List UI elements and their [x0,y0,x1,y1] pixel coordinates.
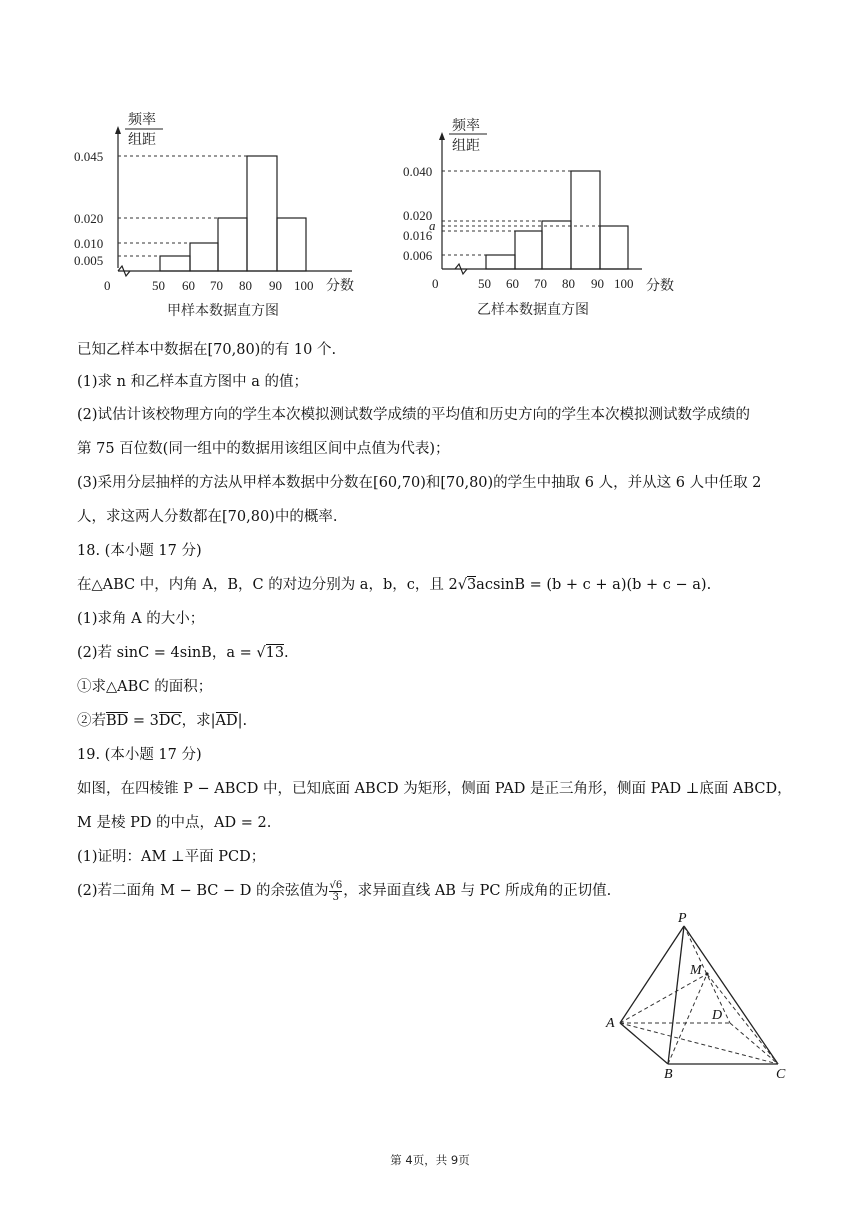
sub-question-3: (3)采用分层抽样的方法从甲样本数据中分数在[60,70)和[70,80)的学生中抽取 6 人，并从这 6 人中任取 2 [77,475,762,491]
y-tick: 0.045 [74,149,104,164]
pyramid-figure [600,908,800,1083]
point-label-M: M [690,963,702,978]
point-label-B: B [664,1067,673,1082]
x-tick: 100 [614,276,634,291]
bar-90-100 [277,218,306,271]
sub-question-2: (2)试估计该校物理方向的学生本次模拟测试数学成绩的平均值和历史方向的学生本次模拟测试数学成绩的 [77,407,751,423]
point-label-P: P [678,911,687,926]
x-tick: 0 [104,278,111,293]
question-19-stem-cont: M 是棱 PD 的中点，AD = 2. [77,815,272,831]
x-tick: 60 [182,278,195,293]
page-footer: 第 4页，共 9页 [390,1153,470,1167]
point-label-C: C [776,1067,786,1082]
x-tick: 0 [432,276,439,291]
sub-question-1: (1)求 n 和乙样本直方图中 a 的值； [77,374,308,390]
histogram-yi [400,112,690,322]
bar-70-80 [542,221,571,269]
ylabel-numerator: 频率 [452,118,480,134]
x-tick: 60 [506,276,519,291]
question-18-case-1: ①求△ABC 的面积； [77,679,213,695]
histogram-caption: 甲样本数据直方图 [167,303,279,319]
bar-90-100 [600,226,628,269]
question-18-part-1: (1)求角 A 的大小； [77,611,205,627]
point-label-A: A [606,1016,615,1031]
question-19-stem: 如图，在四棱锥 P − ABCD 中，已知底面 ABCD 为矩形，侧面 PAD 是正三角形，侧面 PAD ⊥底面 ABCD， [77,781,792,797]
question-18-stem: 在△ABC 中，内角 A，B，C 的对边分别为 a，b，c，且 2√3acsinB = (b + c + a)(b + c − a). [77,577,712,593]
y-tick: 0.020 [403,208,433,223]
ylabel-numerator: 频率 [128,112,156,128]
text-line: 已知乙样本中数据在[70,80)的有 10 个. [77,342,337,358]
bar-80-90 [247,156,277,271]
x-tick: 100 [294,278,314,293]
x-tick: 50 [478,276,491,291]
question-18-heading: 18. (本小题 17 分) [77,543,202,559]
y-tick: a [429,218,436,233]
question-19-part-2: (2)若二面角 M − BC − D 的余弦值为 $\frac{√6}{3}$ ，求异面直线 AB 与 PC 所成角的正切值. [77,879,612,903]
y-tick: 0.020 [74,211,104,226]
text-line: 第 75 百位数(同一组中的数据用该组区间中点值为代表)； [77,441,450,457]
y-tick: 0.005 [74,253,104,268]
y-tick: 0.040 [403,164,433,179]
point-label-D: D [712,1008,723,1023]
question-18-part-2: (2)若 sinC = 4sinB，a = √13. [77,645,289,661]
question-19-heading: 19. (本小题 17 分) [77,747,202,763]
ylabel-denominator: 组距 [452,138,480,154]
x-tick: 90 [591,276,604,291]
bar-80-90 [571,171,600,269]
y-tick: 0.006 [403,248,433,263]
x-tick: 90 [269,278,282,293]
question-18-case-2: ②若BD = 3DC，求|AD|. [77,713,248,729]
bar-50-60 [160,256,190,271]
x-tick: 80 [562,276,575,291]
y-tick: 0.016 [403,228,433,243]
y-tick: 0.010 [74,236,104,251]
bar-70-80 [218,218,247,271]
histogram-caption: 乙样本数据直方图 [477,302,589,318]
bar-60-70 [515,231,542,269]
ylabel-denominator: 组距 [128,132,156,148]
text-line: 人，求这两人分数都在[70,80)中的概率. [77,509,338,525]
bar-60-70 [190,243,218,271]
x-tick: 70 [210,278,223,293]
histogram-jia [70,108,370,323]
x-unit: 分数 [326,278,354,294]
x-tick: 70 [534,276,547,291]
x-tick: 50 [152,278,165,293]
x-tick: 80 [239,278,252,293]
question-19-part-1: (1)证明：AM ⊥平面 PCD； [77,849,266,865]
bar-50-60 [486,255,515,269]
x-unit: 分数 [646,278,674,294]
